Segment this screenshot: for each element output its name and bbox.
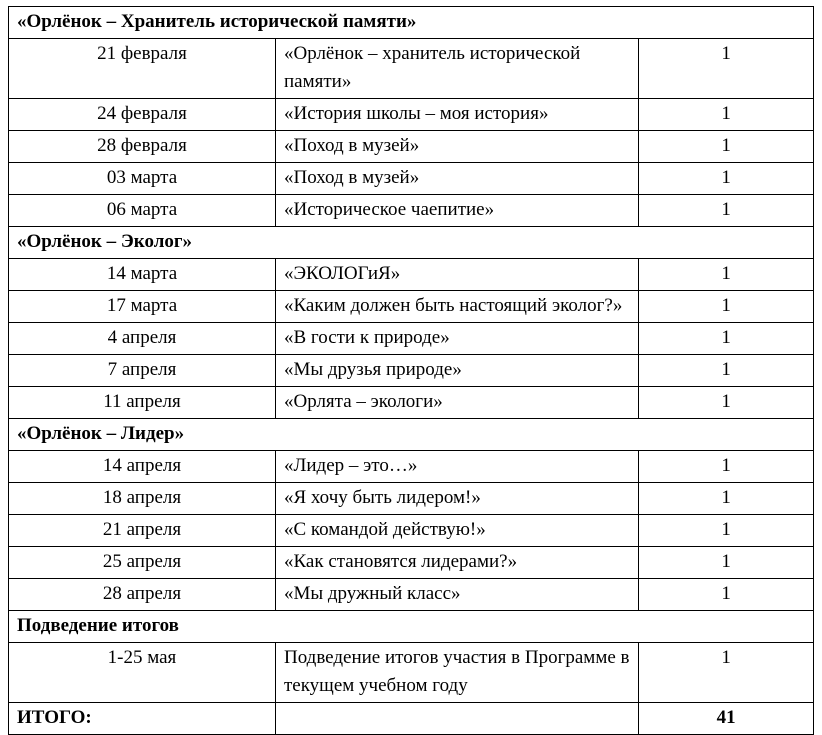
date-cell: 24 февраля <box>9 99 276 131</box>
hours-cell: 1 <box>639 291 814 323</box>
section-header: Подведение итогов <box>9 611 814 643</box>
title-cell: «Мы дружный класс» <box>275 579 638 611</box>
date-cell: 14 марта <box>9 259 276 291</box>
title-cell: «ЭКОЛОГиЯ» <box>275 259 638 291</box>
date-cell: 21 апреля <box>9 515 276 547</box>
title-cell: «Поход в музей» <box>275 131 638 163</box>
hours-cell: 1 <box>639 483 814 515</box>
hours-cell: 1 <box>639 131 814 163</box>
hours-cell: 1 <box>639 643 814 703</box>
title-cell: «Лидер – это…» <box>275 451 638 483</box>
table-row <box>9 291 814 323</box>
table-row <box>9 643 814 703</box>
hours-cell: 1 <box>639 195 814 227</box>
hours-cell: 1 <box>639 323 814 355</box>
hours-cell: 1 <box>639 451 814 483</box>
title-cell: «С командой действую!» <box>275 515 638 547</box>
table-row <box>9 387 814 419</box>
table-row <box>9 451 814 483</box>
table-row <box>9 259 814 291</box>
date-cell: 4 апреля <box>9 323 276 355</box>
table-row <box>9 547 814 579</box>
date-cell: 03 марта <box>9 163 276 195</box>
title-cell: «Орлята – экологи» <box>275 387 638 419</box>
title-cell: «История школы – моя история» <box>275 99 638 131</box>
table-row <box>9 515 814 547</box>
section-header-row <box>9 611 814 643</box>
hours-cell: 1 <box>639 515 814 547</box>
date-cell: 06 марта <box>9 195 276 227</box>
hours-cell: 1 <box>639 259 814 291</box>
total-row <box>9 703 814 735</box>
title-cell: «Историческое чаепитие» <box>275 195 638 227</box>
table-row <box>9 131 814 163</box>
table-body <box>9 7 814 735</box>
title-cell: Подведение итогов участия в Программе в текущем учебном году <box>275 643 638 703</box>
title-cell: «Каким должен быть настоящий эколог?» <box>275 291 638 323</box>
title-cell: «Как становятся лидерами?» <box>275 547 638 579</box>
date-cell: 14 апреля <box>9 451 276 483</box>
hours-cell: 1 <box>639 387 814 419</box>
program-schedule-table <box>8 6 814 735</box>
title-cell: «Орлёнок – хранитель исторической памяти» <box>275 39 638 99</box>
hours-cell: 1 <box>639 163 814 195</box>
total-label: ИТОГО: <box>9 703 276 735</box>
total-empty-cell <box>275 703 638 735</box>
date-cell: 7 апреля <box>9 355 276 387</box>
table-row <box>9 355 814 387</box>
hours-cell: 1 <box>639 355 814 387</box>
hours-cell: 1 <box>639 547 814 579</box>
title-cell: «Я хочу быть лидером!» <box>275 483 638 515</box>
section-header: «Орлёнок – Лидер» <box>9 419 814 451</box>
section-header: «Орлёнок – Эколог» <box>9 227 814 259</box>
date-cell: 25 апреля <box>9 547 276 579</box>
table-row <box>9 195 814 227</box>
date-cell: 18 апреля <box>9 483 276 515</box>
title-cell: «В гости к природе» <box>275 323 638 355</box>
date-cell: 21 февраля <box>9 39 276 99</box>
title-cell: «Мы друзья природе» <box>275 355 638 387</box>
date-cell: 28 апреля <box>9 579 276 611</box>
date-cell: 28 февраля <box>9 131 276 163</box>
table-row <box>9 163 814 195</box>
hours-cell: 1 <box>639 99 814 131</box>
date-cell: 1-25 мая <box>9 643 276 703</box>
section-header-row <box>9 419 814 451</box>
total-value: 41 <box>639 703 814 735</box>
section-header-row <box>9 227 814 259</box>
section-header-row <box>9 7 814 39</box>
section-header: «Орлёнок – Хранитель исторической памяти» <box>9 7 814 39</box>
table-row <box>9 579 814 611</box>
table-row <box>9 483 814 515</box>
table-row <box>9 39 814 99</box>
table-row <box>9 323 814 355</box>
date-cell: 11 апреля <box>9 387 276 419</box>
date-cell: 17 марта <box>9 291 276 323</box>
table-row <box>9 99 814 131</box>
title-cell: «Поход в музей» <box>275 163 638 195</box>
hours-cell: 1 <box>639 39 814 99</box>
hours-cell: 1 <box>639 579 814 611</box>
